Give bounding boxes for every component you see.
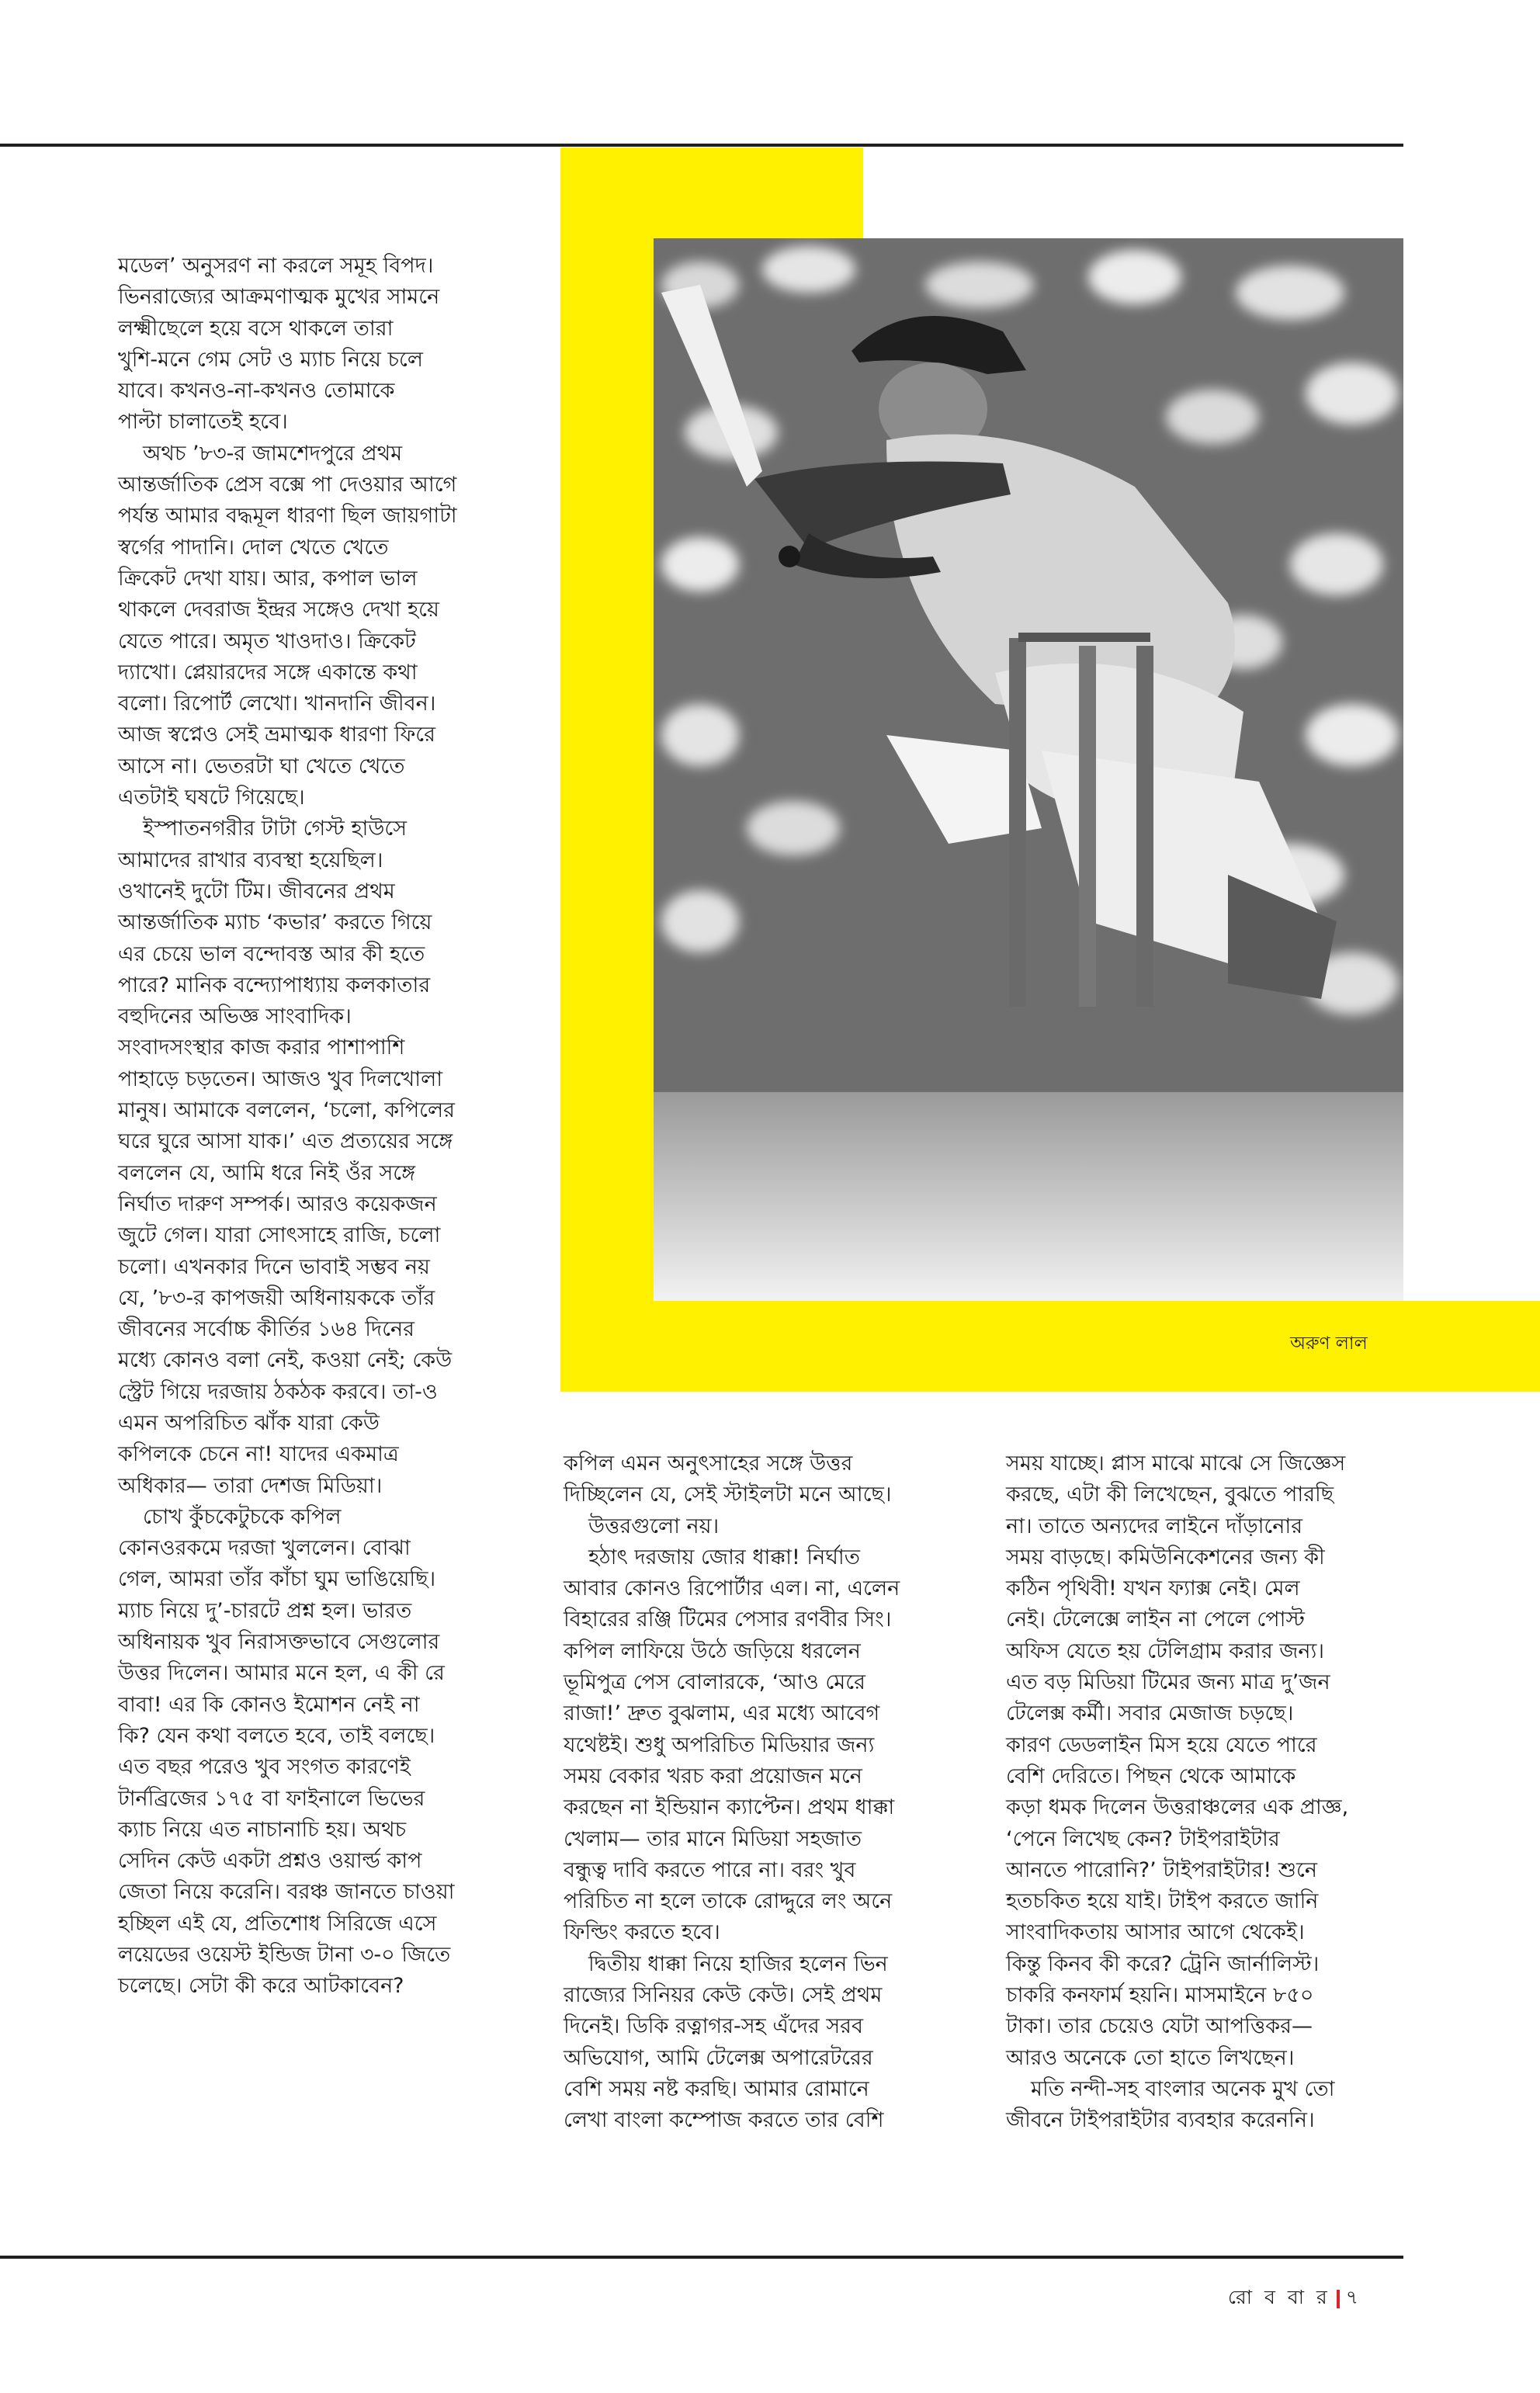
article-line: মধ্যে কোনও বলা নেই, কওয়া নেই; কেউ (118, 1348, 453, 1373)
article-line: এতটাই ঘষটে গিয়েছে। (118, 786, 305, 810)
cricket-photo (654, 238, 1403, 1301)
article-line: চাকরি কনফার্ম হয়নি। মাসমাইনে ৮৫০ (1006, 1983, 1314, 2008)
article-line: দিচ্ছিলেন যে, সেই স্টাইলটা মনে আছে। (564, 1483, 892, 1507)
article-column-middle (564, 1448, 983, 2137)
article-line: মানুষ। আমাকে বললেন, ‘চলো, কপিলের (118, 1098, 455, 1123)
article-line: ইস্পাতনগরীর টাটা গেস্ট হাউসে (143, 817, 408, 841)
article-line: পাহাড়ে চড়তেন। আজও খুব দিলখোলা (118, 1066, 443, 1091)
article-line: যাবে। কখনও-না-কখনও তোমাকে (118, 379, 395, 404)
pitch-ground (654, 1092, 1403, 1301)
article-line: উত্তরগুলো নয়। (588, 1514, 720, 1538)
article-line: রাজা!’ দ্রুত বুঝলাম, এর মধ্যে আবেগ (564, 1701, 880, 1726)
article-line: সময় বাড়ছে। কমিউনিকেশনের জন্য কী (1006, 1545, 1325, 1569)
article-column-right (1006, 1448, 1410, 2137)
page-footer (1228, 2282, 1361, 2315)
article-line: যেতে পারে। অমৃত খাওদাও। ক্রিকেট (118, 629, 416, 654)
article-line: আজ স্বপ্নেও সেই ভ্রমাত্মক ধারণা ফিরে (118, 723, 436, 747)
article-line: পরিচিত না হলে তাকে রোদ্দুরে লং অনে (564, 1889, 893, 1914)
article-line: বাবা! এর কি কোনও ইমোশন নেই না (118, 1692, 420, 1717)
article-column-left (118, 251, 553, 2003)
article-line: বলো। রিপোর্ট লেখো। খানদানি জীবন। (118, 692, 436, 716)
article-line: ক্রিকেট দেখা যায়। আর, কপাল ভাল (118, 566, 418, 591)
article-line: দ্যাখো। প্লেয়ারদের সঙ্গে একান্তে কথা (118, 660, 418, 685)
article-line: মতি নন্দী-সহ বাংলার অনেক মুখ তো (1031, 2076, 1335, 2101)
article-line: খেলাম— তার মানে মিডিয়া সহজাত (564, 1826, 862, 1851)
article-line: সংবাদসংস্থার কাজ করার পাশাপাশি (118, 1035, 405, 1060)
article-line: বেশি দেরিতে। পিছন থেকে আমাকে (1006, 1764, 1296, 1788)
article-line: ওখানেই দুটো টিম। জীবনের প্রথম (118, 879, 395, 903)
article-line: এমন অপরিচিত ঝাঁক যারা কেউ (118, 1410, 380, 1435)
article-line: অধিনায়ক খুব নিরাসক্তভাবে সেগুলোর (118, 1630, 440, 1655)
article-line: সাংবাদিকতায় আসার আগে থেকেই। (1006, 1920, 1305, 1945)
article-line: ক্যাচ নিয়ে এত নাচানাচি হয়। অথচ (118, 1817, 407, 1842)
article-line: স্ট্রেট গিয়ে দরজায় ঠকঠক করবে। তা-ও (118, 1379, 438, 1404)
article-line: করছেন না ইন্ডিয়ান ক্যাপ্টেন। প্রথম ধাক্কা (564, 1795, 895, 1820)
article-line: না। তাতে অন্যদের লাইনে দাঁড়ানোর (1006, 1514, 1303, 1538)
article-line: থাকলে দেবরাজ ইন্দ্রর সঙ্গেও দেখা হয়ে (118, 598, 439, 623)
article-line: চলো। এখনকার দিনে ভাবাই সম্ভব নয় (118, 1254, 430, 1279)
article-line: কপিল এমন অনুৎসাহের সঙ্গে উত্তর (564, 1451, 853, 1476)
article-line: বন্ধুত্ব দাবি করতে পারে না। বরং খুব (564, 1857, 856, 1882)
article-line: জীবনে টাইপরাইটার ব্যবহার করেননি। (1006, 2108, 1315, 2133)
article-line: পাল্টা চালাতেই হবে। (118, 410, 288, 435)
article-line: কারণ ডেডলাইন মিস হয়ে যেতে পারে (1006, 1732, 1317, 1757)
article-line: বিহারের রঞ্জি টিমের পেসার রণবীর সিং। (564, 1607, 892, 1632)
article-line: টার্নব্রিজের ১৭৫ বা ফাইনালে ভিভের (118, 1786, 425, 1811)
article-line: নির্ঘাত দারুণ সম্পর্ক। আরও কয়েকজন (118, 1191, 437, 1216)
article-line: জুটে গেল। যারা সোৎসাহে রাজি, চলো (118, 1223, 441, 1248)
article-line: ফিল্ডিং করতে হবে। (564, 1920, 720, 1945)
article-line: মডেল’ অনুসরণ না করলে সমূহ বিপদ। (118, 254, 434, 278)
article-line: করছে, এটা কী লিখেছেন, বুঝতে পারছি (1006, 1483, 1334, 1507)
article-line: যথেষ্টই। শুধু অপরিচিত মিডিয়ার জন্য (564, 1732, 875, 1757)
yellow-caption-band (560, 1301, 1540, 1392)
article-line: আরও অনেকে তো হাতে লিখছেন। (1006, 2045, 1295, 2070)
article-line: টাকা। তার চেয়েও যেটা আপত্তিকর— (1006, 2014, 1313, 2039)
article-line: অফিস যেতে হয় টেলিগ্রাম করার জন্য। (1006, 1639, 1325, 1663)
article-line: ঘরে ঘুরে আসা যাক।’ এত প্রত্যয়ের সঙ্গে (118, 1129, 453, 1154)
article-line: ভিনরাজ্যের আক্রমণাত্মক মুখের সামনে (118, 285, 440, 310)
article-line: বহুদিনের অভিজ্ঞ সাংবাদিক। (118, 1004, 352, 1029)
article-line: অধিকার— তারা দেশজ মিডিয়া। (118, 1473, 383, 1498)
article-line: টেলেক্স কর্মী। সবার মেজাজ চড়ছে। (1006, 1701, 1294, 1726)
article-line: হচ্ছিল এই যে, প্রতিশোধ সিরিজে এসে (118, 1911, 437, 1936)
footer-separator (1337, 2290, 1340, 2308)
bottom-rule (0, 2256, 1403, 2259)
article-line: আসে না। ভেতরটা ঘা খেতে খেতে (118, 754, 405, 779)
page-number: ৭ (1345, 2286, 1361, 2308)
article-line: কপিল লাফিয়ে উঠে জড়িয়ে ধরলেন (564, 1639, 861, 1663)
article-line: উত্তর দিলেন। আমার মনে হল, এ কী রে (118, 1661, 445, 1686)
article-line: অভিযোগ, আমি টেলেক্স অপারেটরের (564, 2045, 873, 2070)
article-line: সময় যাচ্ছে। প্লাস মাঝে মাঝে সে জিজ্ঞেস (1006, 1451, 1346, 1476)
article-line: জেতা নিয়ে করেনি। বরঞ্চ জানতে চাওয়া (118, 1880, 455, 1905)
article-line: বেশি সময় নষ্ট করছি। আমার রোমানে (564, 2076, 869, 2101)
article-line: সময় বেকার খরচ করা প্রয়োজন মনে (564, 1764, 862, 1788)
yellow-frame-left (560, 147, 654, 1392)
article-line: এত বছর পরেও খুব সংগত কারণেই (118, 1755, 411, 1780)
article-line: অথচ ’৮৩-র জামশেদপুরে প্রথম (143, 441, 403, 466)
article-line: নেই। টেলেক্সে লাইন না পেলে পোস্ট (1006, 1607, 1305, 1632)
article-line: স্বর্গের পাদানি। দোল খেতে খেতে (118, 535, 389, 560)
article-line: ‘পেনে লিখেছ কেন? টাইপরাইটার (1006, 1826, 1280, 1851)
article-line: হতচকিত হয়ে যাই। টাইপ করতে জানি (1006, 1889, 1319, 1914)
article-line: দিনেই। ডিকি রত্নাগর-সহ এঁদের সরব (564, 2014, 864, 2039)
article-line: কোনওরকমে দরজা খুললেন। বোঝা (118, 1536, 411, 1561)
bails (1018, 633, 1150, 642)
article-line: কড়া ধমক দিলেন উত্তরাঞ্চলের এক প্রাজ্ঞ, (1006, 1795, 1349, 1820)
top-rule (0, 144, 1403, 147)
article-line: দ্বিতীয় ধাক্কা নিয়ে হাজির হলেন ভিন (588, 1951, 888, 1976)
article-line: এত বড় মিডিয়া টিমের জন্য মাত্র দু’জন (1006, 1670, 1330, 1695)
photo-caption: অরুণ লাল (1290, 1333, 1368, 1354)
article-line: লক্ষ্মীছেলে হয়ে বসে থাকলে তারা (118, 316, 394, 341)
article-line: ম্যাচ নিয়ে দু’-চারটে প্রশ্ন হল। ভারত (118, 1598, 412, 1623)
article-line: আনতে পারোনি?’ টাইপরাইটার! শুনে (1006, 1857, 1317, 1882)
article-line: পর্যন্ত আমার বদ্ধমূল ধারণা ছিল জায়গাটা (118, 504, 457, 529)
ball (779, 546, 800, 567)
article-line: চোখ কুঁচকেটুচকে কপিল (143, 1504, 342, 1529)
article-line: কিন্তু কিনব কী করে? ট্রেনি জার্নালিস্ট। (1006, 1951, 1320, 1976)
article-line: জীবনের সর্বোচ্চ কীর্তির ১৬৪ দিনের (118, 1317, 415, 1342)
article-line: বললেন যে, আমি ধরে নিই ওঁর সঙ্গে (118, 1160, 416, 1185)
article-line: হঠাৎ দরজায় জোর ধাক্কা! নির্ঘাত (588, 1545, 861, 1569)
article-line: এর চেয়ে ভাল বন্দোবস্ত আর কী হতে (118, 942, 425, 966)
article-line: খুশি-মনে গেম সেট ও ম্যাচ নিয়ে চলে (118, 347, 423, 372)
article-line: ভূমিপুত্র পেস বোলারকে, ‘আও মেরে (564, 1670, 865, 1695)
article-line: কঠিন পৃথিবী! যখন ফ্যাক্স নেই। মেল (1006, 1576, 1300, 1601)
article-line: আন্তর্জাতিক প্রেস বক্সে পা দেওয়ার আগে (118, 473, 457, 498)
article-line: লয়েডের ওয়েস্ট ইন্ডিজ টানা ৩-০ জিতে (118, 1943, 451, 1968)
article-line: কি? যেন কথা বলতে হবে, তাই বলছে। (118, 1723, 435, 1748)
article-line: কপিলকে চেনে না! যাদের একমাত্র (118, 1442, 399, 1467)
article-line: লেখা বাংলা কম্পোজ করতে তার বেশি (564, 2108, 884, 2133)
article-line: আন্তর্জাতিক ম্যাচ ‘কভার’ করতে গিয়ে (118, 910, 432, 935)
article-line: যে, ’৮৩-র কাপজয়ী অধিনায়ককে তাঁর (118, 1285, 435, 1310)
batsman-photo-illustration (654, 238, 1403, 1301)
article-line: পারে? মানিক বন্দ্যোপাধ্যায় কলকাতার (118, 973, 431, 997)
article-line: রাজ্যের সিনিয়র কেউ কেউ। সেই প্রথম (564, 1983, 883, 2008)
article-line: আমাদের রাখার ব্যবস্থা হয়েছিল। (118, 848, 383, 872)
article-line: সেদিন কেউ একটা প্রশ্নও ওয়ার্ল্ড কাপ (118, 1849, 422, 1874)
article-line: গেল, আমরা তাঁর কাঁচা ঘুম ভাঙিয়েছি। (118, 1567, 436, 1592)
article-line: চলেছে। সেটা কী করে আটকাবেন? (118, 1974, 404, 1999)
article-line: আবার কোনও রিপোর্টার এল। না, এলেন (564, 1576, 900, 1601)
publication-name: রো ব বা র (1227, 2286, 1330, 2308)
